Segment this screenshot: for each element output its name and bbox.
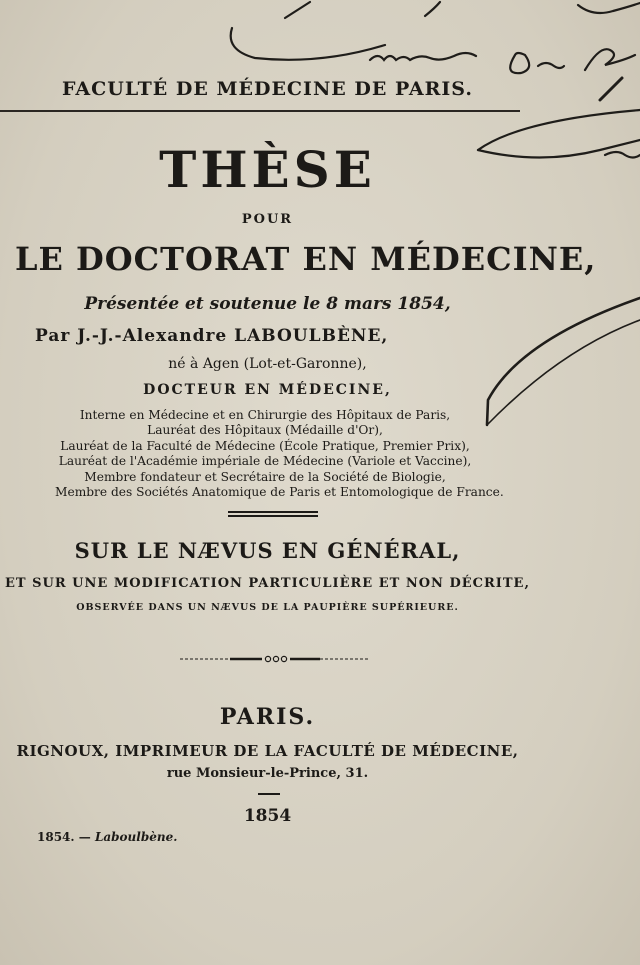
footer-reference — [37, 830, 177, 844]
double-rule-bottom — [228, 515, 318, 517]
credit-line: Lauréat des Hôpitaux (Médaille d'Or), — [147, 423, 383, 438]
header-rule — [0, 110, 520, 112]
year-rule — [258, 793, 280, 795]
imprint-city: PARIS. — [219, 704, 316, 730]
degree-line: DOCTEUR EN MÉDECINE, — [143, 382, 392, 398]
subject-title: SUR LE NÆVUS EN GÉNÉRAL, — [74, 538, 461, 563]
credit-line: Interne en Médecine et en Chirurgie des Hôpitaux de Paris, — [79, 408, 451, 422]
credit-line: Membre des Sociétés Anatomique de Paris et Entomologique de France. — [55, 485, 504, 500]
doctorate-heading: LE DOCTORAT EN MÉDECINE, — [15, 240, 597, 278]
subject-observed: OBSERVÉE DANS UN NÆVUS DE LA PAUPIÈRE SUPÉRIEURE. — [76, 602, 459, 613]
credit-line: Membre fondateur et Secrétaire de la Société de Biologie, — [84, 469, 446, 484]
subject-subtitle: ET SUR UNE MODIFICATION PARTICULIÈRE ET NON DÉCRITE, — [5, 576, 530, 591]
presentation-line: Présentée et soutenue le 8 mars 1854, — [84, 294, 451, 314]
author-line: Par J.-J.-Alexandre LABOULBÈNE, — [35, 326, 389, 346]
pour-label: POUR — [241, 212, 294, 227]
imprint-printer: RIGNOUX, IMPRIMEUR DE LA FACULTÉ DE MÉDECINE, — [16, 742, 519, 760]
thesis-title: THÈSE — [159, 140, 376, 199]
faculty-heading: FACULTÉ DE MÉDECINE DE PARIS. — [62, 78, 473, 100]
footer-author: Laboulbène. — [94, 830, 178, 844]
credit-line: Lauréat de la Faculté de Médecine (École Pratique, Premier Prix), — [60, 438, 470, 453]
ornament-divider — [180, 655, 370, 663]
footer-year: 1854. — — [37, 830, 91, 844]
birthplace-line: né à Agen (Lot-et-Garonne), — [168, 356, 367, 372]
imprint-year: 1854 — [243, 806, 292, 826]
credit-line: Lauréat de l'Académie impériale de Médecine (Variole et Vaccine), — [58, 454, 472, 469]
author-credits — [55, 408, 504, 500]
imprint-street: rue Monsieur-le-Prince, 31. — [166, 766, 369, 781]
double-rule-top — [228, 511, 318, 513]
